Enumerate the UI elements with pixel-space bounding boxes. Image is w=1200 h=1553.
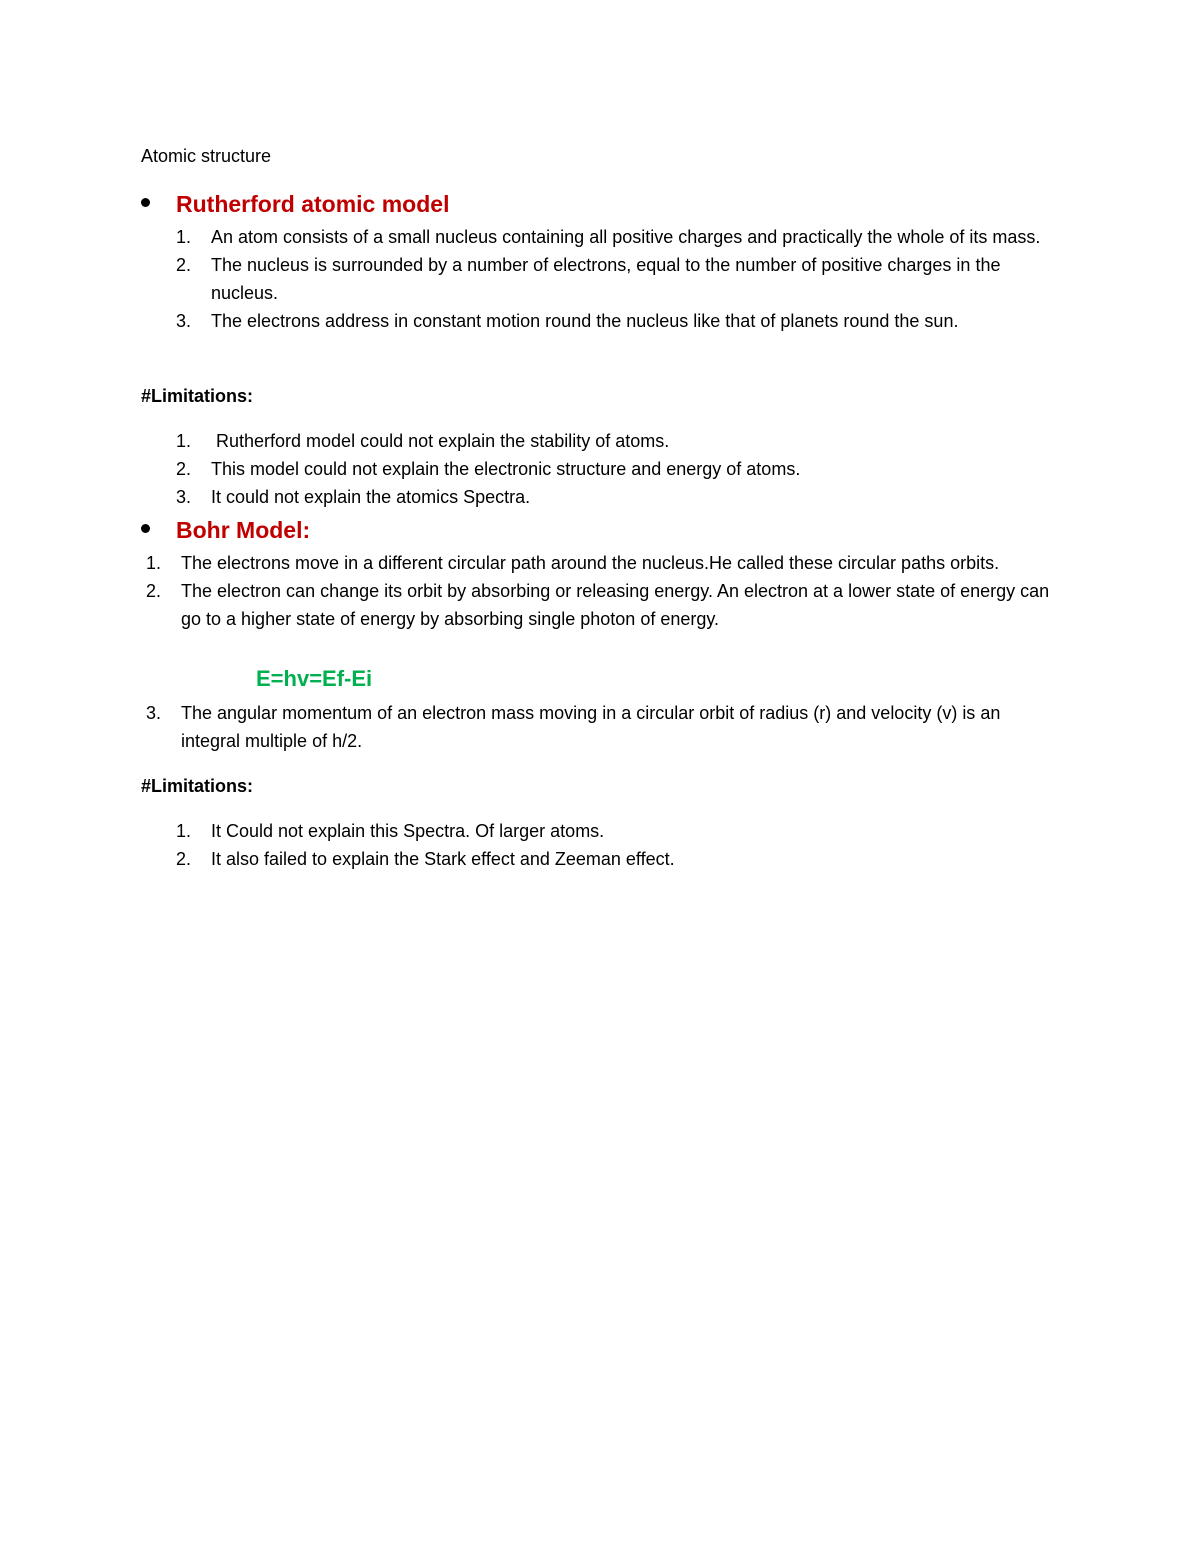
bohr-points-after-list [146,699,1056,755]
list-item [176,483,1056,511]
document-title: Atomic structure [141,146,272,166]
rutherford-points-list [176,223,1056,335]
rutherford-heading: Rutherford atomic model [176,191,450,217]
list-text: This model could not explain the electronic structure and energy of atoms. [211,459,801,479]
list-number: 2. [176,459,192,479]
list-item [176,427,1056,455]
list-number: 1. [176,821,192,841]
bohr-heading: Bohr Model: [176,517,311,543]
list-number: 2. [176,255,192,275]
bohr-limitations-heading: #Limitations: [141,776,254,796]
list-item [176,817,1056,845]
list-text: The electrons move in a different circular path around the nucleus.He called these circular paths orbits. [181,553,1000,573]
list-number: 2. [176,849,192,869]
list-text: An atom consists of a small nucleus containing all positive charges and practically the whole of its mass. [211,227,1041,247]
list-text: Rutherford model could not explain the stability of atoms. [211,431,670,451]
list-text: It Could not explain this Spectra. Of larger atoms. [211,821,605,841]
list-item [176,455,1056,483]
list-text: The angular momentum of an electron mass moving in a circular orbit of radius (r) and velocity (v) is an integral multiple of h/2. [181,703,1001,751]
list-item [176,845,1056,873]
bohr-energy-formula: E=hv=Ef-Ei [256,666,373,691]
bohr-points-list [146,549,1056,633]
list-item [146,577,1056,633]
list-text: The electron can change its orbit by absorbing or releasing energy. An electron at a lower state of energy can go to a higher state of energy by absorbing single photon of energy. [181,581,1050,629]
rutherford-limitations-list [176,427,1056,511]
list-item [146,549,1056,577]
bullet-dot-icon [141,198,150,207]
list-item [176,307,1056,335]
list-text: It also failed to explain the Stark effect and Zeeman effect. [211,849,675,869]
list-number: 1. [146,553,162,573]
list-item [176,223,1056,251]
list-number: 3. [146,703,162,723]
list-number: 1. [176,431,192,451]
bullet-dot-icon [141,524,150,533]
list-text: It could not explain the atomics Spectra. [211,487,531,507]
list-number: 3. [176,487,192,507]
list-number: 3. [176,311,192,331]
list-text: The electrons address in constant motion round the nucleus like that of planets round the sun. [211,311,959,331]
rutherford-limitations-heading: #Limitations: [141,386,254,406]
bohr-limitations-list [176,817,1056,873]
list-number: 2. [146,581,162,601]
list-item [146,699,1056,755]
list-text: The nucleus is surrounded by a number of electrons, equal to the number of positive charges in the nucleus. [211,255,1001,303]
list-item [176,251,1056,307]
list-number: 1. [176,227,192,247]
